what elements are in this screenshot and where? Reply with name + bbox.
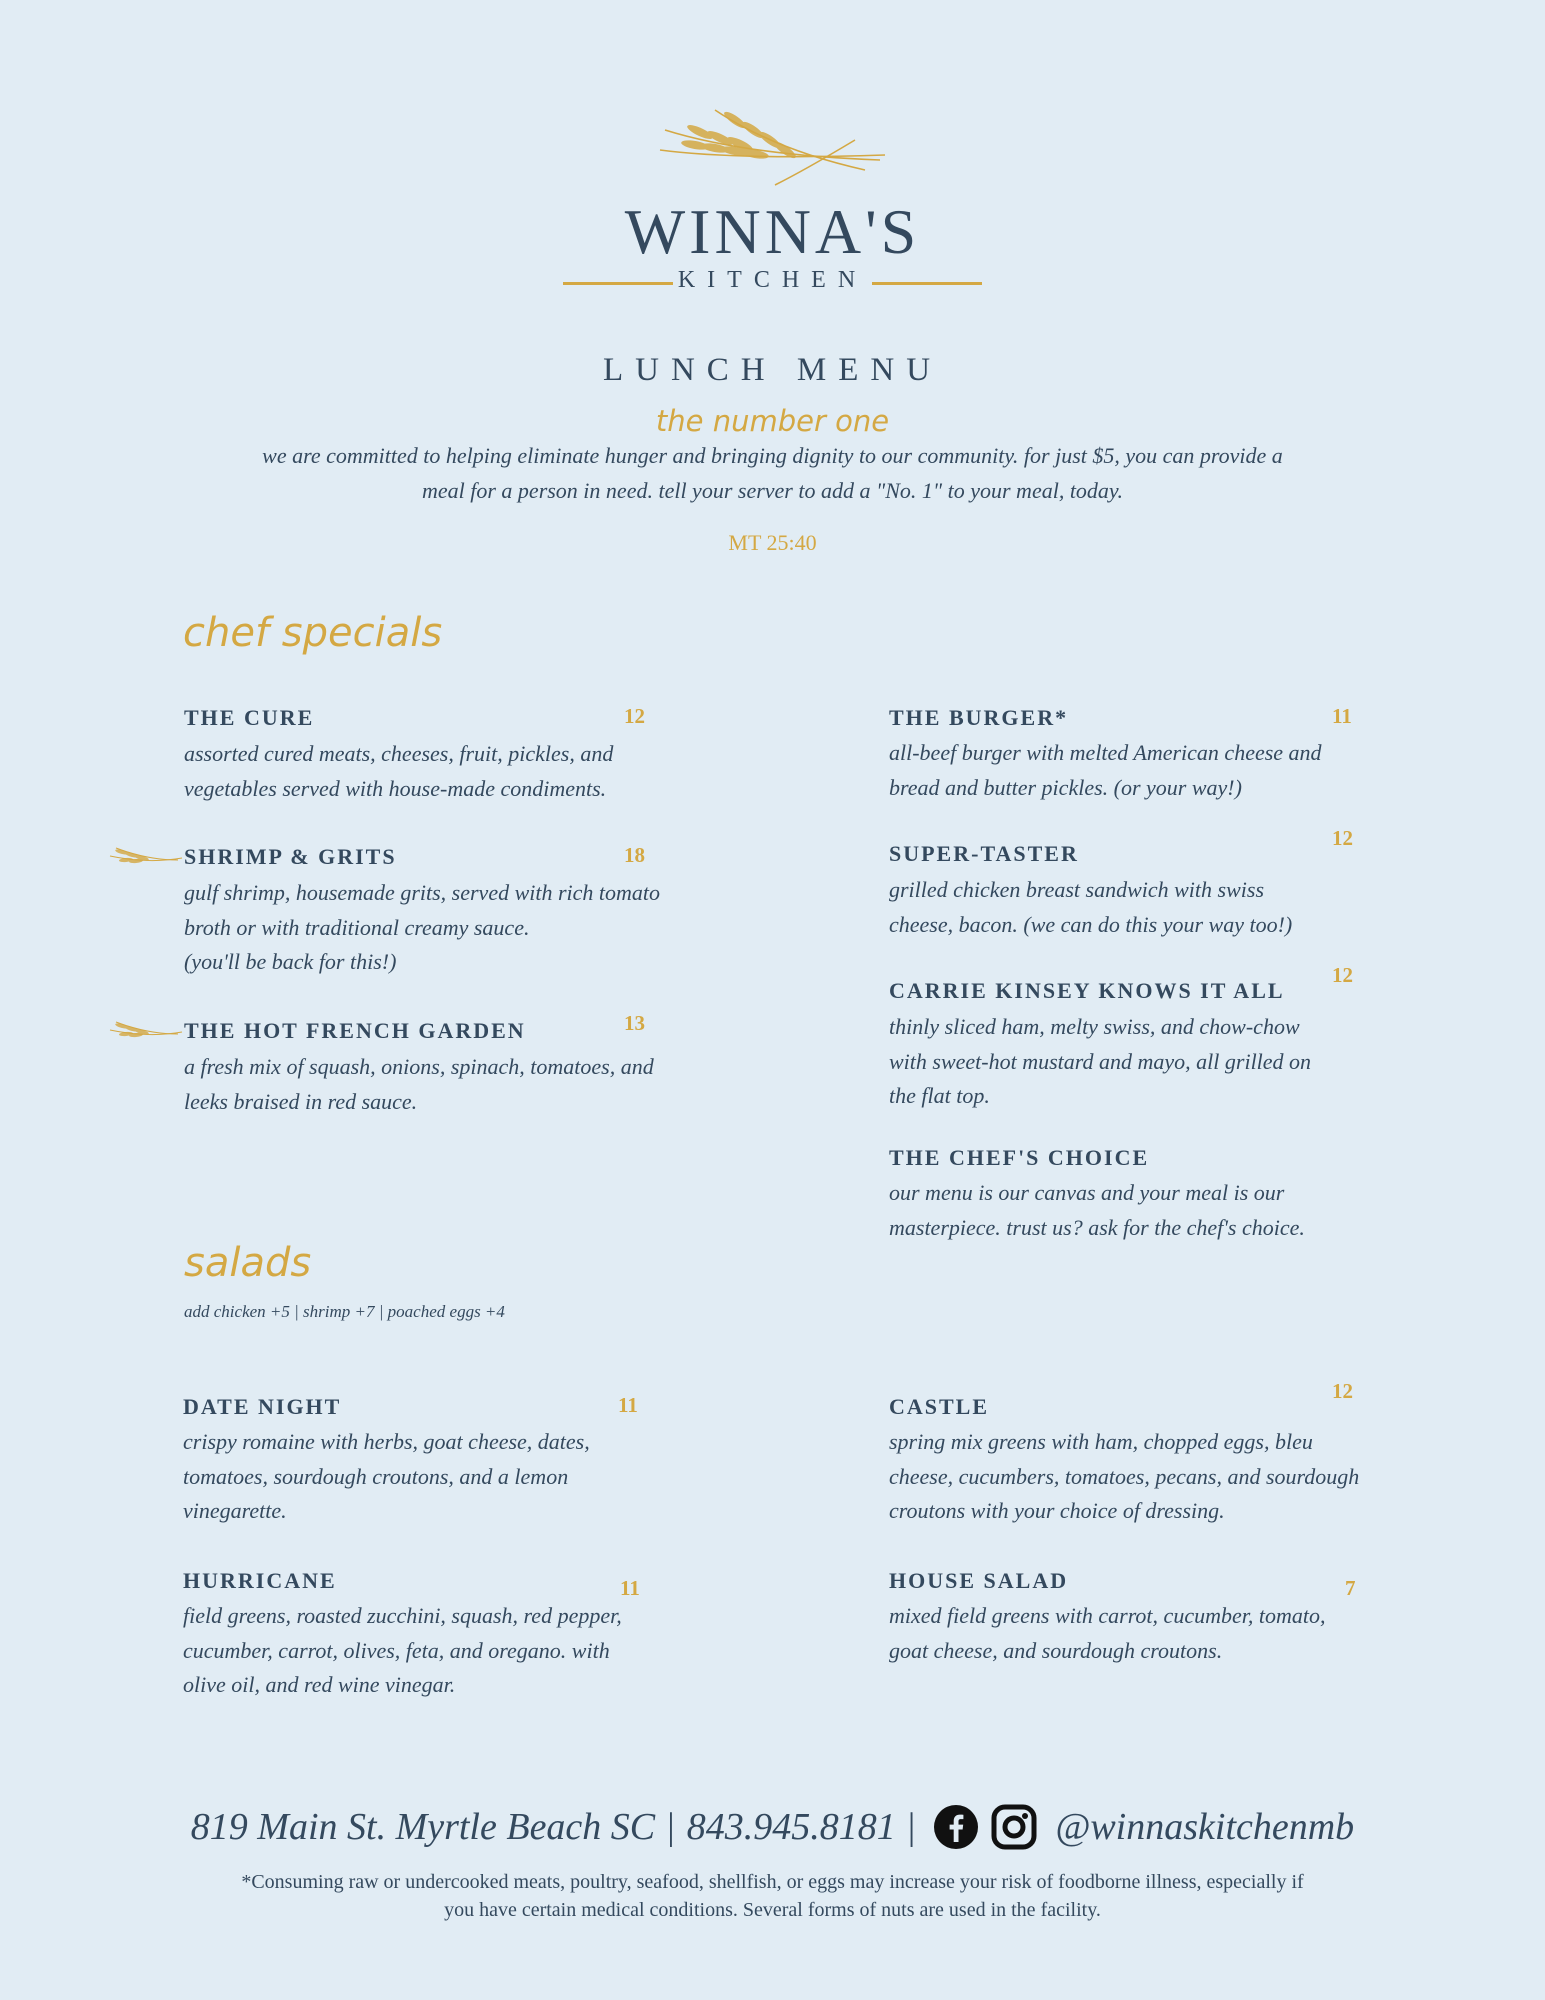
food-safety-disclaimer: *Consuming raw or undercooked meats, poultry, seafood, shellfish, or eggs may increase your risk of foodborne illness, especially if you have certain medical conditions. Several forms of nuts are used in the facility. bbox=[241, 1871, 1304, 1921]
item-description bbox=[889, 1176, 1305, 1245]
item-description bbox=[889, 873, 1292, 942]
desc-line: broth or with traditional creamy sauce. bbox=[184, 914, 530, 940]
item-price: 12 bbox=[1332, 826, 1353, 850]
desc-line: cucumber, carrot, olives, feta, and oregano. with bbox=[183, 1637, 610, 1663]
separator: | bbox=[907, 1806, 916, 1848]
item-description bbox=[889, 1599, 1325, 1668]
item-name: HURRICANE bbox=[183, 1568, 337, 1593]
item-description bbox=[184, 1050, 654, 1119]
desc-line: with sweet-hot mustard and mayo, all grilled on bbox=[889, 1048, 1312, 1074]
footer-contact bbox=[0, 1797, 1545, 1857]
desc-line: a fresh mix of squash, onions, spinach, tomatoes, and bbox=[184, 1054, 654, 1079]
number-one-description: we are committed to helping eliminate hunger and bringing dignity to our community. for just $5, you can provide a meal for a person in need. tell your server to add a "No. 1" to your meal, today. bbox=[262, 443, 1283, 503]
desc-line: bread and butter pickles. (or your way!) bbox=[889, 774, 1242, 800]
item-name: CARRIE KINSEY KNOWS IT ALL bbox=[889, 978, 1285, 1003]
item-price: 11 bbox=[620, 1576, 640, 1600]
desc-line: (you'll be back for this!) bbox=[184, 949, 397, 974]
wheat-logo-icon bbox=[655, 100, 890, 200]
desc-line: the flat top. bbox=[889, 1083, 990, 1108]
item-price: 11 bbox=[1332, 704, 1352, 728]
item-price: 12 bbox=[624, 704, 645, 728]
item-description bbox=[889, 736, 1322, 805]
desc-line: gulf shrimp, housemade grits, served with rich tomato bbox=[184, 880, 661, 905]
item-name: DATE NIGHT bbox=[183, 1394, 342, 1419]
desc-line: goat cheese, and sourdough croutons. bbox=[889, 1637, 1223, 1663]
item-description bbox=[889, 1010, 1311, 1114]
item-name: THE BURGER* bbox=[889, 705, 1069, 730]
social-handle[interactable]: @winnaskitchenmb bbox=[1055, 1806, 1355, 1848]
section-title-chef-specials: chef specials bbox=[183, 610, 443, 656]
desc-line: cheese, bacon. (we can do this your way too!) bbox=[889, 911, 1293, 937]
salad-addons: add chicken +5 | shrimp +7 | poached eggs +4 bbox=[184, 1302, 505, 1321]
desc-line: crispy romaine with herbs, goat cheese, dates, bbox=[183, 1429, 590, 1454]
item-name: SHRIMP & GRITS bbox=[184, 844, 397, 869]
desc-line: our menu is our canvas and your meal is our bbox=[889, 1180, 1285, 1205]
desc-line: vinegarette. bbox=[183, 1498, 287, 1523]
item-price: 11 bbox=[618, 1393, 638, 1417]
item-price: 7 bbox=[1345, 1576, 1356, 1600]
item-description bbox=[889, 1425, 1359, 1529]
separator: | bbox=[667, 1806, 675, 1848]
number-one-title: the number one bbox=[655, 404, 890, 438]
item-name: CASTLE bbox=[889, 1394, 990, 1419]
desc-line: masterpiece. trust us? ask for the chef's choice. bbox=[889, 1214, 1305, 1240]
phone-number[interactable]: 843.945.8181 bbox=[686, 1806, 896, 1848]
facebook-icon[interactable] bbox=[933, 1804, 979, 1850]
item-name: THE HOT FRENCH GARDEN bbox=[184, 1018, 526, 1043]
item-description bbox=[183, 1425, 590, 1529]
item-price: 18 bbox=[624, 843, 645, 867]
desc-line: all-beef burger with melted American cheese and bbox=[889, 740, 1322, 765]
address: 819 Main St. Myrtle Beach SC bbox=[190, 1806, 656, 1848]
desc-line: grilled chicken breast sandwich with swiss bbox=[889, 877, 1264, 902]
item-price: 12 bbox=[1332, 963, 1353, 987]
item-name: THE CURE bbox=[184, 705, 315, 730]
wheat-icon bbox=[108, 836, 183, 876]
item-description bbox=[183, 1599, 622, 1703]
menu-title: LUNCH MENU bbox=[602, 352, 943, 388]
item-name: SUPER-TASTER bbox=[889, 841, 1079, 866]
item-description bbox=[184, 737, 613, 806]
desc-line: olive oil, and red wine vinegar. bbox=[183, 1672, 456, 1697]
brand-subtitle: KITCHEN bbox=[677, 267, 868, 293]
desc-line: tomatoes, sourdough croutons, and a lemon bbox=[183, 1463, 569, 1489]
desc-line: thinly sliced ham, melty swiss, and chow-chow bbox=[889, 1014, 1300, 1039]
bible-verse: MT 25:40 bbox=[728, 530, 817, 555]
desc-line: leeks braised in red sauce. bbox=[184, 1088, 418, 1114]
desc-line: croutons with your choice of dressing. bbox=[889, 1498, 1225, 1523]
wheat-icon bbox=[108, 1010, 183, 1050]
item-price: 13 bbox=[624, 1011, 645, 1035]
item-price: 12 bbox=[1332, 1379, 1353, 1403]
item-name: THE CHEF'S CHOICE bbox=[889, 1145, 1150, 1170]
desc-line: vegetables served with house-made condiments. bbox=[184, 775, 607, 801]
instagram-icon[interactable] bbox=[991, 1804, 1037, 1850]
brand-name: WINNA'S bbox=[624, 196, 921, 267]
desc-line: cheese, cucumbers, tomatoes, pecans, and sourdough bbox=[889, 1463, 1360, 1489]
desc-line: mixed field greens with carrot, cucumber, tomato, bbox=[889, 1603, 1326, 1628]
section-title-salads: salads bbox=[184, 1240, 312, 1286]
item-description bbox=[184, 876, 660, 980]
desc-line: assorted cured meats, cheeses, fruit, pickles, and bbox=[184, 741, 614, 766]
desc-line: field greens, roasted zucchini, squash, red pepper, bbox=[183, 1603, 622, 1628]
desc-line: spring mix greens with ham, chopped eggs, bleu bbox=[889, 1429, 1313, 1454]
item-name: HOUSE SALAD bbox=[889, 1568, 1069, 1593]
